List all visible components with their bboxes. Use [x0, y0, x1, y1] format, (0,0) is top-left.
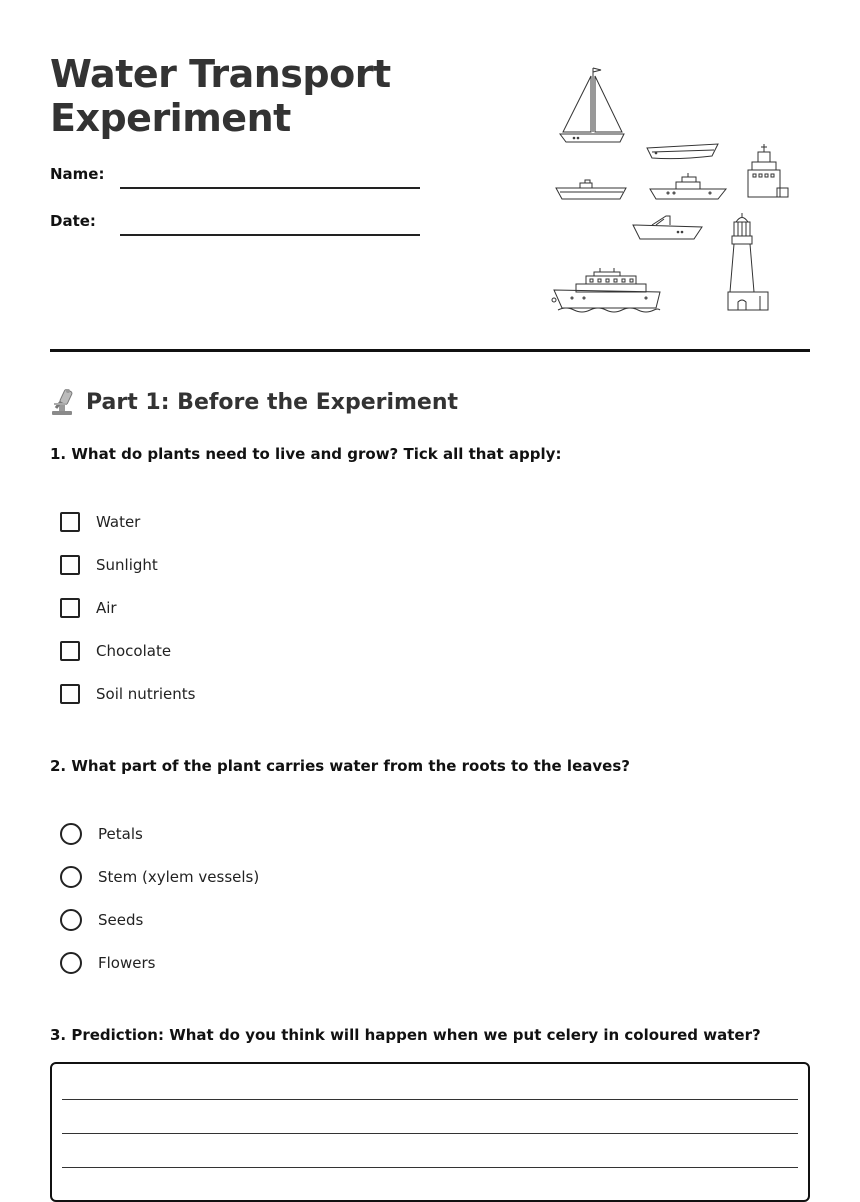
- radio-option-stem[interactable]: [60, 866, 259, 888]
- boats-illustration: [548, 62, 798, 317]
- checkbox[interactable]: [60, 598, 80, 618]
- date-field[interactable]: [120, 234, 420, 236]
- lighthouse-icon: [728, 213, 768, 310]
- radio-option-petals[interactable]: [60, 823, 143, 845]
- question-3: 3. Prediction: What do you think will happen when we put celery in coloured water?: [50, 1026, 761, 1044]
- option-label: Chocolate: [96, 642, 172, 660]
- option-label: Air: [96, 599, 117, 617]
- microscope-icon: [50, 388, 76, 416]
- prediction-answer-box[interactable]: [50, 1062, 810, 1202]
- answer-line: [62, 1099, 798, 1100]
- speedboat-icon: [633, 216, 702, 239]
- option-label: Soil nutrients: [96, 685, 196, 703]
- option-label: Petals: [98, 825, 143, 843]
- date-label: Date:: [50, 212, 96, 230]
- answer-line: [62, 1133, 798, 1134]
- radio-button[interactable]: [60, 952, 82, 974]
- part-1-heading: [50, 388, 458, 416]
- answer-line: [62, 1167, 798, 1168]
- option-label: Sunlight: [96, 556, 158, 574]
- checkbox-option-chocolate[interactable]: [60, 641, 171, 661]
- radio-button[interactable]: [60, 823, 82, 845]
- checkbox-option-water[interactable]: [60, 512, 140, 532]
- checkbox-option-soil-nutrients[interactable]: [60, 684, 195, 704]
- sailboat-icon: [560, 68, 624, 142]
- radio-option-seeds[interactable]: [60, 909, 143, 931]
- radio-option-flowers[interactable]: [60, 952, 155, 974]
- checkbox-option-sunlight[interactable]: [60, 555, 158, 575]
- name-field[interactable]: [120, 187, 420, 189]
- question-2: 2. What part of the plant carries water from the roots to the leaves?: [50, 757, 630, 775]
- harbour-building-icon: [748, 144, 788, 197]
- question-1: 1. What do plants need to live and grow? Tick all that apply:: [50, 445, 562, 463]
- option-label: Water: [96, 513, 141, 531]
- name-label: Name:: [50, 165, 105, 183]
- checkbox[interactable]: [60, 641, 80, 661]
- barge-icon: [556, 180, 626, 199]
- option-label: Stem (xylem vessels): [98, 868, 260, 886]
- header-divider: [50, 349, 810, 352]
- checkbox[interactable]: [60, 512, 80, 532]
- radio-button[interactable]: [60, 909, 82, 931]
- title-line-1: Water Transport: [50, 52, 391, 96]
- option-label: Flowers: [98, 954, 156, 972]
- radio-button[interactable]: [60, 866, 82, 888]
- rowboat-icon: [647, 144, 718, 159]
- part-1-title: Part 1: Before the Experiment: [86, 389, 459, 415]
- checkbox[interactable]: [60, 555, 80, 575]
- title-line-2: Experiment: [50, 96, 291, 140]
- option-label: Seeds: [98, 911, 144, 929]
- checkbox[interactable]: [60, 684, 80, 704]
- checkbox-option-air[interactable]: [60, 598, 117, 618]
- motor-cruiser-icon: [650, 173, 726, 199]
- worksheet-title: [50, 52, 391, 140]
- ferry-icon: [552, 268, 660, 312]
